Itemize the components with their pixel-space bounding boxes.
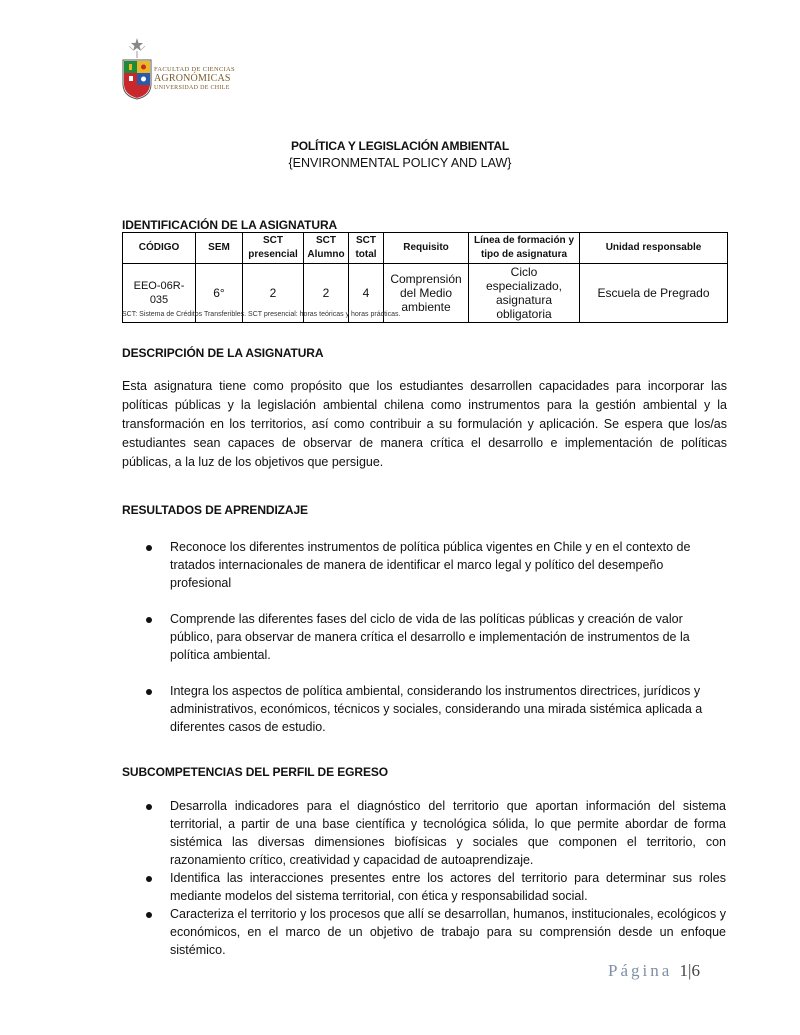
list-item [146, 682, 726, 736]
list-item [146, 905, 726, 959]
description-heading: DESCRIPCIÓN DE LA ASIGNATURA [122, 346, 324, 360]
identification-table [122, 232, 728, 323]
list-item [146, 538, 726, 592]
list-item [146, 610, 726, 664]
cell-sct-alumno: 2 [304, 264, 349, 323]
header-cell-requisito: Requisito [384, 233, 469, 264]
list-item-text: Caracteriza el territorio y los procesos que allí se desarrollan, humanos, institucionales, ecológicos y económicos, en el marco de un objetivo de trabajo para su comprensión desde un enfoque sistémico. [170, 907, 726, 957]
learning-results-heading: RESULTADOS DE APRENDIZAJE [122, 503, 308, 517]
subcompetencies-heading: SUBCOMPETENCIAS DEL PERFIL DE EGRESO [122, 765, 388, 779]
bullet-icon [146, 689, 152, 695]
table-footnote: SCT: Sistema de Créditos Transferibles. SCT presencial: horas teóricas y horas prácticas. [122, 311, 401, 318]
header-cell-sct-alumno: SCT Alumno [304, 233, 349, 264]
list-item-text: Integra los aspectos de política ambiental, considerando los instrumentos directrices, jurídicos y administrativos, económicos, técnicos y sociales, considerando una mirada sistémica aplicada a diferentes casos de estudio. [170, 684, 703, 734]
bullet-icon [146, 876, 152, 882]
table-header-row [123, 233, 728, 264]
description-text: Esta asignatura tiene como propósito que los estudiantes desarrollen capacidades para incorporar las políticas públicas y la legislación ambiental chilena como instrumentos para la gestión ambiental y la transformación en los territorios, así como contribuir a su formulación y aplicación. Se espera que los/as estudiantes sean capaces de observar de manera crítica el desarrollo e implementación de políticas públicas, a la luz de los objetivos que persigue. [122, 379, 727, 469]
logo-line-2: AGRONÓMICAS [154, 73, 231, 84]
page-current: 1 [679, 961, 689, 980]
logo-line-1: FACULTAD DE CIENCIAS [154, 66, 235, 73]
header-cell-sct-total: SCT total [349, 233, 384, 264]
cell-sct-total: 4 [349, 264, 384, 323]
identification-heading: IDENTIFICACIÓN DE LA ASIGNATURA [122, 218, 338, 232]
list-item [146, 869, 726, 905]
list-item-text: Comprende las diferentes fases del ciclo de vida de las políticas públicas y creación de valor público, para observar de manera crítica el desarrollo e implementación de instrumentos de la política ambiental. [170, 612, 690, 662]
bullet-icon [146, 804, 152, 810]
bullet-icon [146, 617, 152, 623]
header-cell-sem: SEM [196, 233, 243, 264]
learning-results-list [146, 538, 726, 736]
page-total: 6 [691, 961, 700, 980]
page-label: Página [608, 961, 673, 980]
logo-text [154, 66, 235, 92]
bullet-icon [146, 912, 152, 918]
list-item-text: Desarrolla indicadores para el diagnóstico del territorio que aportan información del sistema territorial, a partir de una base científica y tecnológica sólida, lo que permite abordar de forma sistémica las diversas dimensiones biofísicas y sociales que componen el territorio, con razonamiento crítico, creatividad y capacidad de autoaprendizaje. [170, 799, 726, 867]
cell-sct-presencial: 2 [243, 264, 304, 323]
cell-unidad-responsable: Escuela de Pregrado [580, 264, 728, 323]
cell-requisito: Comprensión del Medio ambiente [384, 264, 469, 323]
bullet-icon [146, 545, 152, 551]
list-item [146, 797, 726, 869]
list-item-text: Identifica las interacciones presentes entre los actores del territorio para determinar sus roles mediante modelos del sistema territorial, con ética y responsabilidad social. [170, 871, 726, 903]
faculty-logo [120, 38, 240, 100]
page-number [608, 961, 700, 981]
cell-linea-formacion: Ciclo especializado, asignatura obligatoria [469, 264, 580, 323]
header-cell-linea-formacion: Línea de formación y tipo de asignatura [469, 233, 580, 264]
header-cell-sct-presencial: SCT presencial [243, 233, 304, 264]
university-crest-icon [120, 38, 154, 100]
header-cell-unidad-responsable: Unidad responsable [580, 233, 728, 264]
page-separator: | [688, 961, 692, 980]
cell-codigo: EEO-06R-035 [123, 264, 196, 323]
header-cell-codigo: CÓDIGO [123, 233, 196, 264]
document-subtitle: {ENVIRONMENTAL POLICY AND LAW} [288, 156, 512, 170]
cell-sem: 6° [196, 264, 243, 323]
logo-line-3: UNIVERSIDAD DE CHILE [154, 85, 230, 91]
subcompetencies-list [146, 797, 726, 959]
document-title: POLÍTICA Y LEGISLACIÓN AMBIENTAL [290, 139, 510, 153]
list-item-text: Reconoce los diferentes instrumentos de política pública vigentes en Chile y en el contexto de tratados internacionales de manera de identificar el marco legal y político del desempeño profesional [170, 540, 691, 590]
